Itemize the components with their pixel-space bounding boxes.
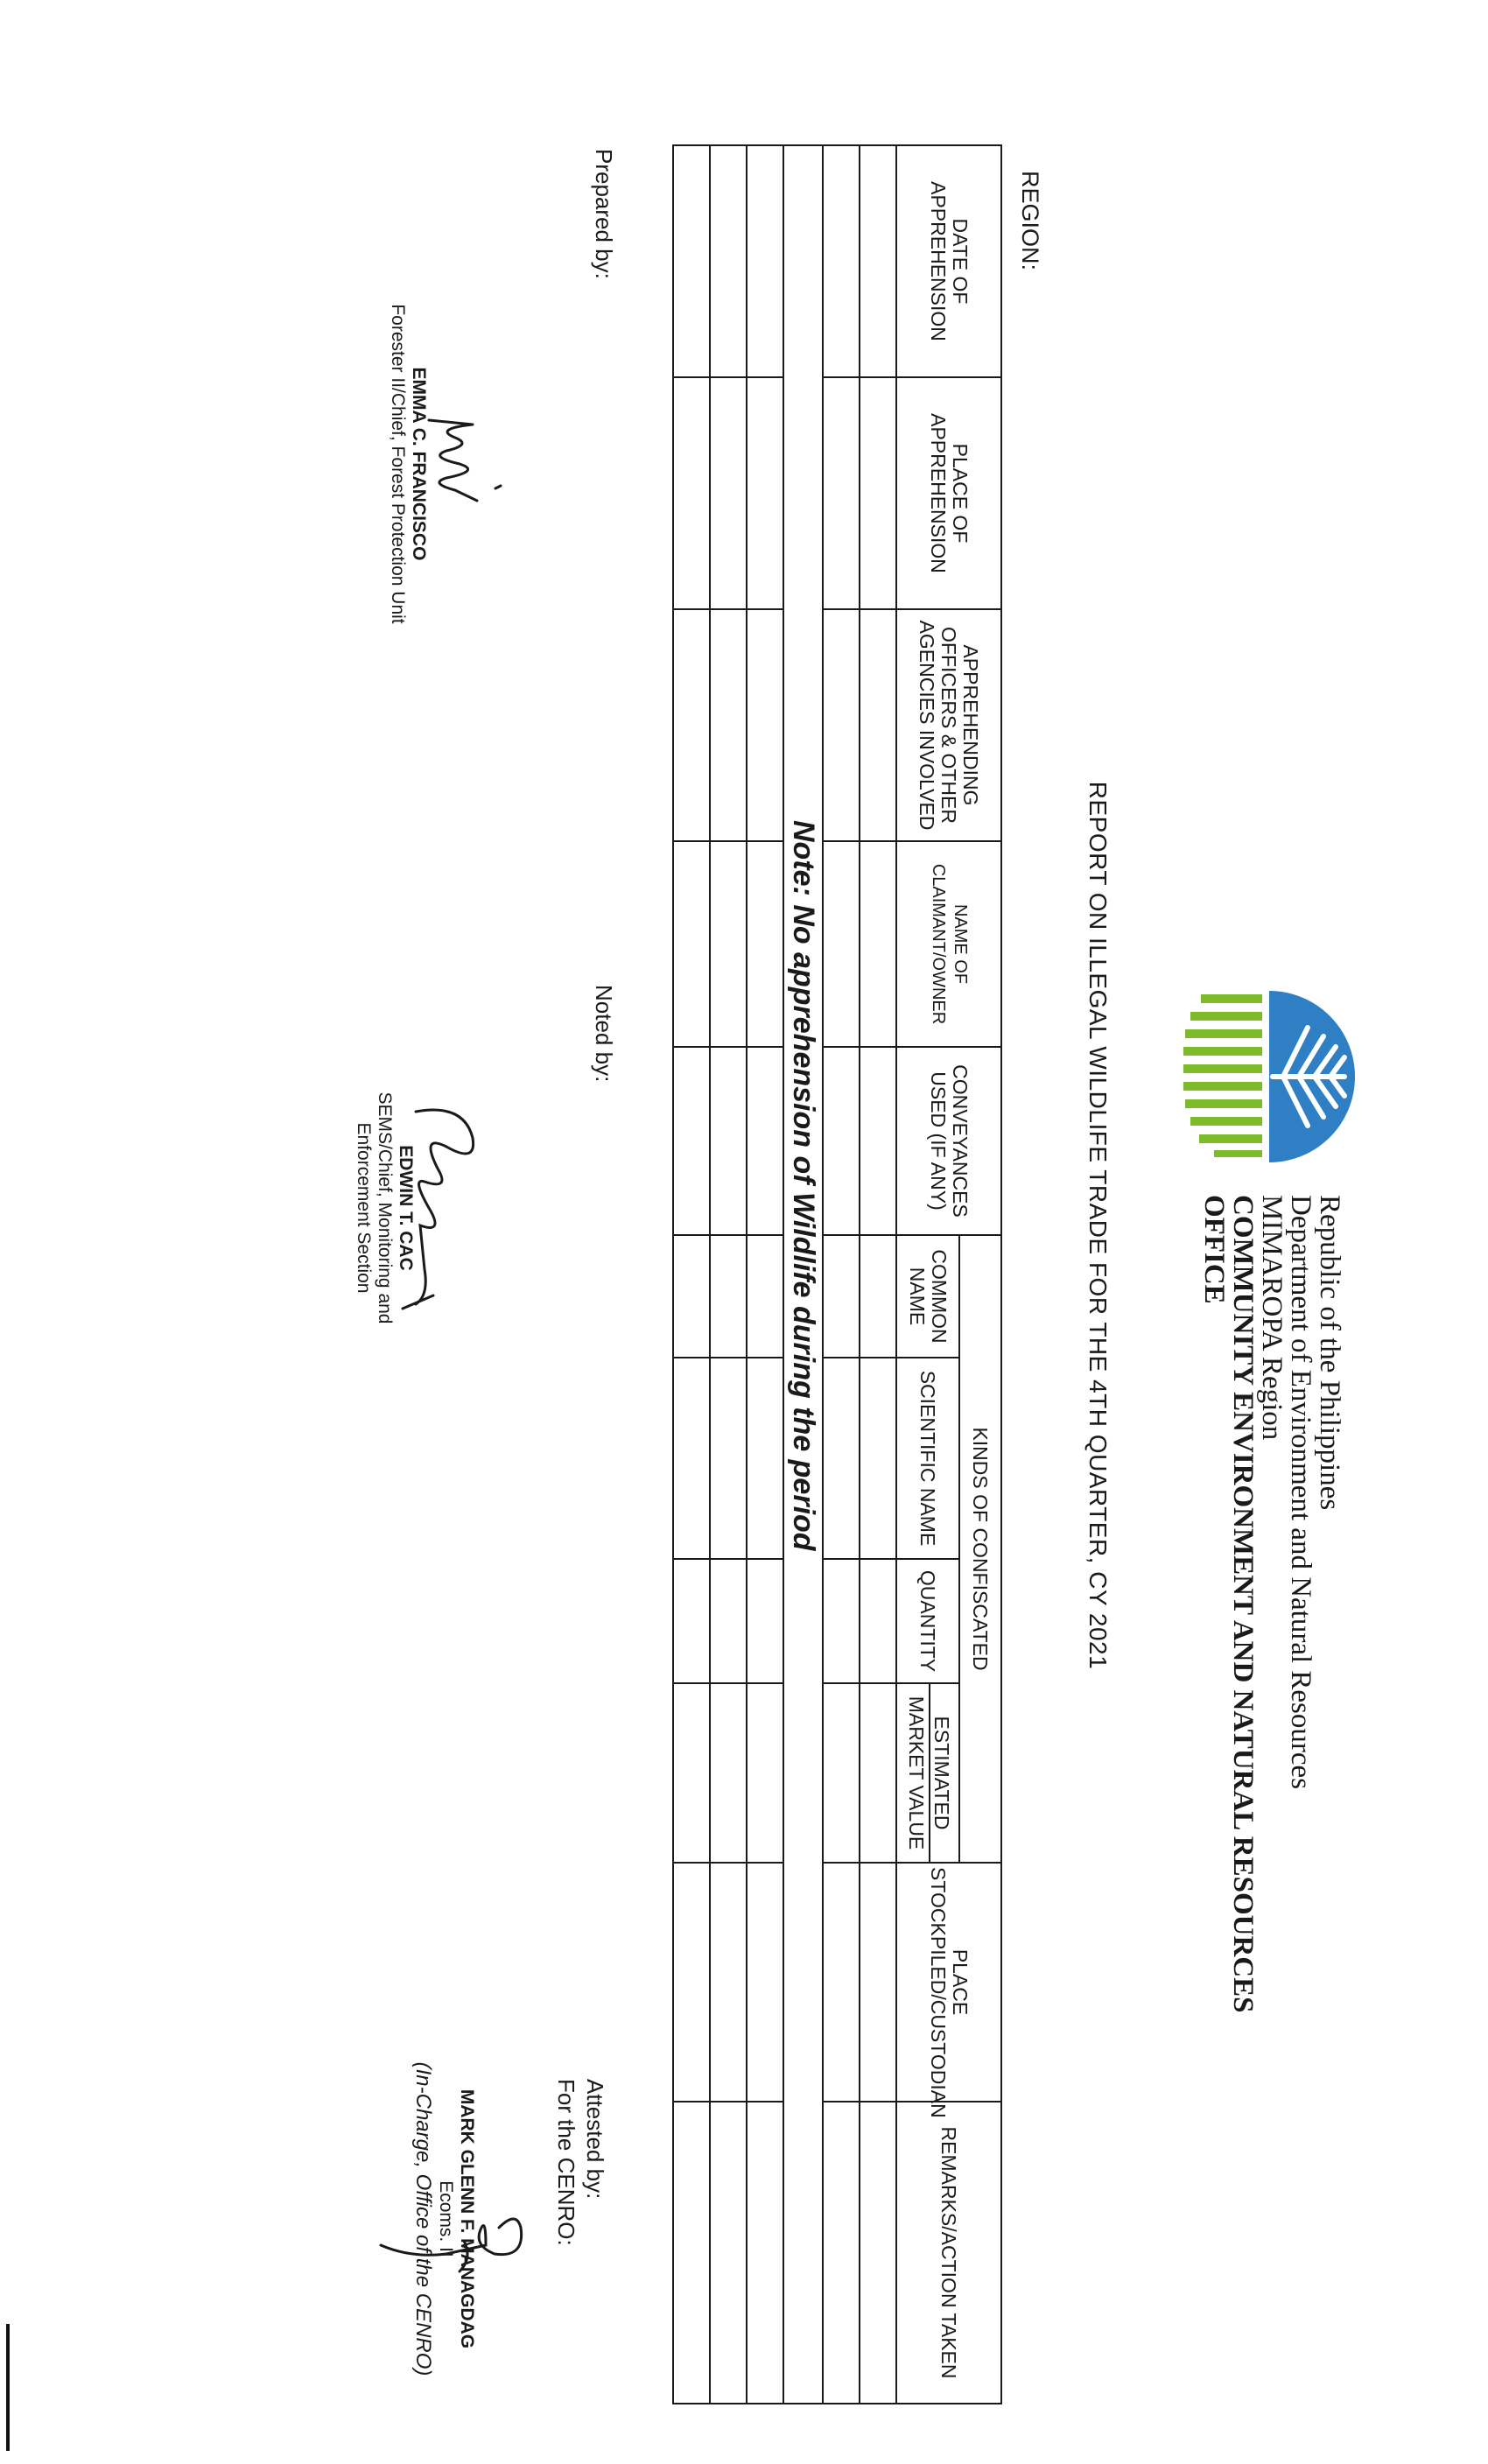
attested-by-position: Ecoms. II [436,2180,456,2257]
attested-by-label: Attested by: [582,2079,608,2200]
prepared-by-label: Prepared by: [591,149,617,279]
note-cell [783,145,823,2404]
noted-by-label: Noted by: [591,985,617,1083]
header-place-of-apprehension: PLACE OF APPREHENSION [896,377,1001,609]
noted-by-position-line1: SEMS/Chief, Monitoring and [375,1092,395,1324]
attested-by-name: MARK GLENN F. MANAGDAG [457,2088,477,2349]
attested-by-role: (In-Charge, Office of the CENRO) [411,2061,435,2376]
header-common-name: COMMON NAME [896,1235,959,1358]
letterhead-department: Department of Environment and Natural Resources [1285,1195,1316,1790]
prepared-by-block [387,140,429,788]
header-kinds-of-confiscated: KINDS OF CONFISCATED [959,1235,1001,1863]
header-remarks: REMARKS/ACTION TAKEN [896,2102,1001,2404]
header-market-value: MARKET VALUE [905,1695,928,1850]
scan-edge-mark [6,2324,10,2451]
header-conveyances: CONVEYANCES USED (IF ANY) [896,1047,1001,1235]
prepared-by-position: Forester II/Chief, Forest Protection Unit [388,304,408,624]
letterhead [1199,1195,1344,2158]
table-row [710,145,747,2404]
table-row [860,145,896,2404]
noted-by-name: EDWIN T. CAC [396,1145,416,1271]
noted-by-block [353,945,416,1471]
letterhead-office-cont: OFFICE [1198,1195,1230,1304]
header-scientific-name: SCIENTIFIC NAME [896,1358,959,1559]
header-market-value-cell [896,1683,959,1863]
denr-logo-icon [1182,989,1357,1164]
signature-managdag [372,2193,525,2298]
table-header-row [959,145,1001,2404]
header-apprehending-officers: APPREHENDING OFFICERS & OTHER AGENCIES INVOLVED [896,609,1001,841]
no-apprehension-note: Note: No apprehension of Wildlife during the period [787,820,820,1551]
header-place-stockpiled: PLACE STOCKPILED/CUSTODIAN [896,1863,1001,2102]
wildlife-trade-table [705,144,1002,2403]
header-date-of-apprehension: DATE OF APPREHENSION [896,145,1001,377]
signature-francisco [411,403,508,516]
letterhead-office: COMMUNITY ENVIRONMENT AND NATURAL RESOURCES [1227,1195,1259,2013]
for-cenro-label: For the CENRO: [553,2079,579,2246]
table-row-note [783,145,823,2404]
table-row [673,145,710,2404]
region-label: REGION: [1017,171,1043,271]
report-title: REPORT ON ILLEGAL WILDLIFE TRADE FOR THE 4TH QUARTER, CY 2021 [1084,781,1112,1670]
table-row [823,145,860,2404]
letterhead-region: MIMAROPA Region [1256,1195,1288,1441]
table-row [747,145,783,2404]
attested-by-block [411,1974,477,2464]
noted-by-position-line2: Enforcement Section [354,1122,374,1294]
prepared-by-name: EMMA C. FRANCISCO [409,367,429,561]
header-quantity: QUANTITY [896,1559,959,1683]
signature-cac [394,1085,499,1330]
header-estimated: ESTIMATED [929,1684,952,1862]
letterhead-republic: Republic of the Philippines [1314,1195,1345,1511]
header-claimant: NAME OF CLAIMANT/OWNER [896,841,1001,1047]
